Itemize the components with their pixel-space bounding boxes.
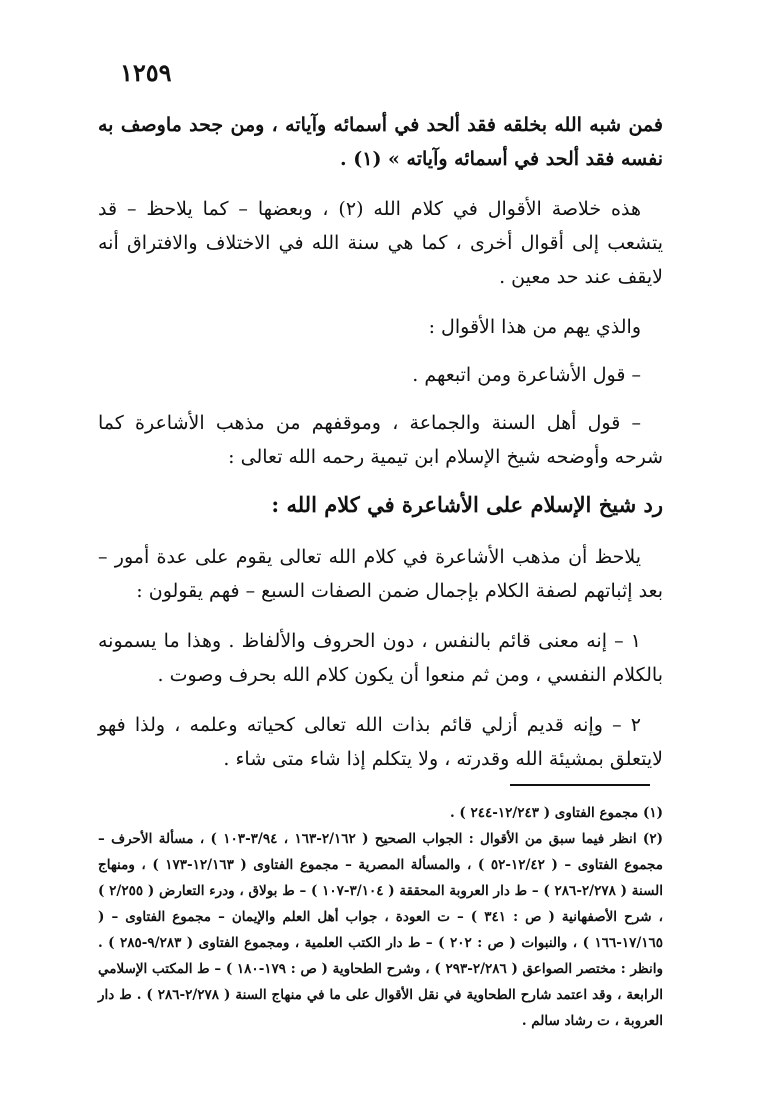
list-item-asharis: – قول الأشاعرة ومن اتبعهم . bbox=[412, 364, 641, 386]
footnote-divider bbox=[510, 784, 650, 786]
quote-paragraph: فمن شبه الله بخلقه فقد ألحد في أسمائه وآياته ، ومن جحد ماوصف به نفسه فقد ألحد في أسمائه وآياته » (١) . bbox=[98, 114, 663, 170]
observe-paragraph: يلاحظ أن مذهب الأشاعرة في كلام الله تعالى يقوم على عدة أمور – بعد إثباتهم لصفة الكلام بإجمال ضمن الصفات السبع – فهم يقولون : bbox=[98, 546, 663, 602]
footnotes bbox=[98, 800, 663, 1034]
page-number: ١٢٥٩ bbox=[120, 58, 172, 87]
section-heading: رد شيخ الإسلام على الأشاعرة في كلام الله : bbox=[271, 492, 663, 517]
main-text bbox=[98, 108, 663, 792]
summary-paragraph: هذه خلاصة الأقوال في كلام الله (٢) ، وبعضها – كما يلاحظ – قد يتشعب إلى أقوال أخرى ، كما هي سنة الله في الاختلاف والافتراق أنه لايقف عند حد معين . bbox=[98, 198, 663, 288]
list-item-ahl-sunnah: – قول أهل السنة والجماعة ، وموقفهم من مذهب الأشاعرة كما شرحه وأوضحه شيخ الإسلام ابن تيمية رحمه الله تعالى : bbox=[98, 412, 663, 468]
footnote-1: (١) مجموع الفتاوى ( ١٢/٢٤٣-٢٤٤ ) . bbox=[449, 805, 663, 821]
intro-line: والذي يهم من هذا الأقوال : bbox=[428, 316, 641, 338]
footnote-2: (٢) انظر فيما سبق من الأقوال : الجواب الصحيح ( ٢/١٦٢-١٦٣ ، ٣/٩٤-١٠٣ ) ، مسألة الأحرف – مجموع الفتاوى – ( ١٢/٤٢-٥٢ ) ، والمسألة المصرية – مجموع الفتاوى ( ١٢/١٦٣-١٧٣ ) ، ومنهاج السنة ( ٢/٢٧٨-٢٨٦ ) – ط دار العروبة المحققة ( ٣/١٠٤-١٠٧ ) – ط بولاق ، ودرء التعارض ( ٢/٢٥٥ ) ، شرح الأصفهانية ( ص : ٣٤١ ) – ت العودة ، جواب أهل العلم والإيمان – مجموع الفتاوى – ( ١٧/١٦٥-١٦٦ ) ، والنبوات ( ص : ٢٠٢ ) – ط دار الكتب العلمية ، ومجموع الفتاوى ( ٩/٢٨٣-٢٨٥ ) . وانظر : مختصر الصواعق ( ٢/٢٨٦-٢٩٣ ) ، وشرح الطحاوية ( ص : ١٧٩-١٨٠ ) – ط المكتب الإسلامي الرابعة ، وقد اعتمد شارح الطحاوية في نقل الأقوال على ما في منهاج السنة ( ٢/٢٧٨-٢٨٦ ) . ط دار العروبة ، ت رشاد سالم . bbox=[98, 831, 664, 1029]
point-one: ١ – إنه معنى قائم بالنفس ، دون الحروف والألفاظ . وهذا ما يسمونه بالكلام النفسي ، ومن ثم منعوا أن يكون كلام الله بحرف وصوت . bbox=[98, 630, 663, 686]
point-two: ٢ – وإنه قديم أزلي قائم بذات الله تعالى كحياته وعلمه ، ولذا فهو لايتعلق بمشيئة الله وقدرته ، ولا يتكلم إذا شاء متى شاء . bbox=[98, 714, 663, 770]
